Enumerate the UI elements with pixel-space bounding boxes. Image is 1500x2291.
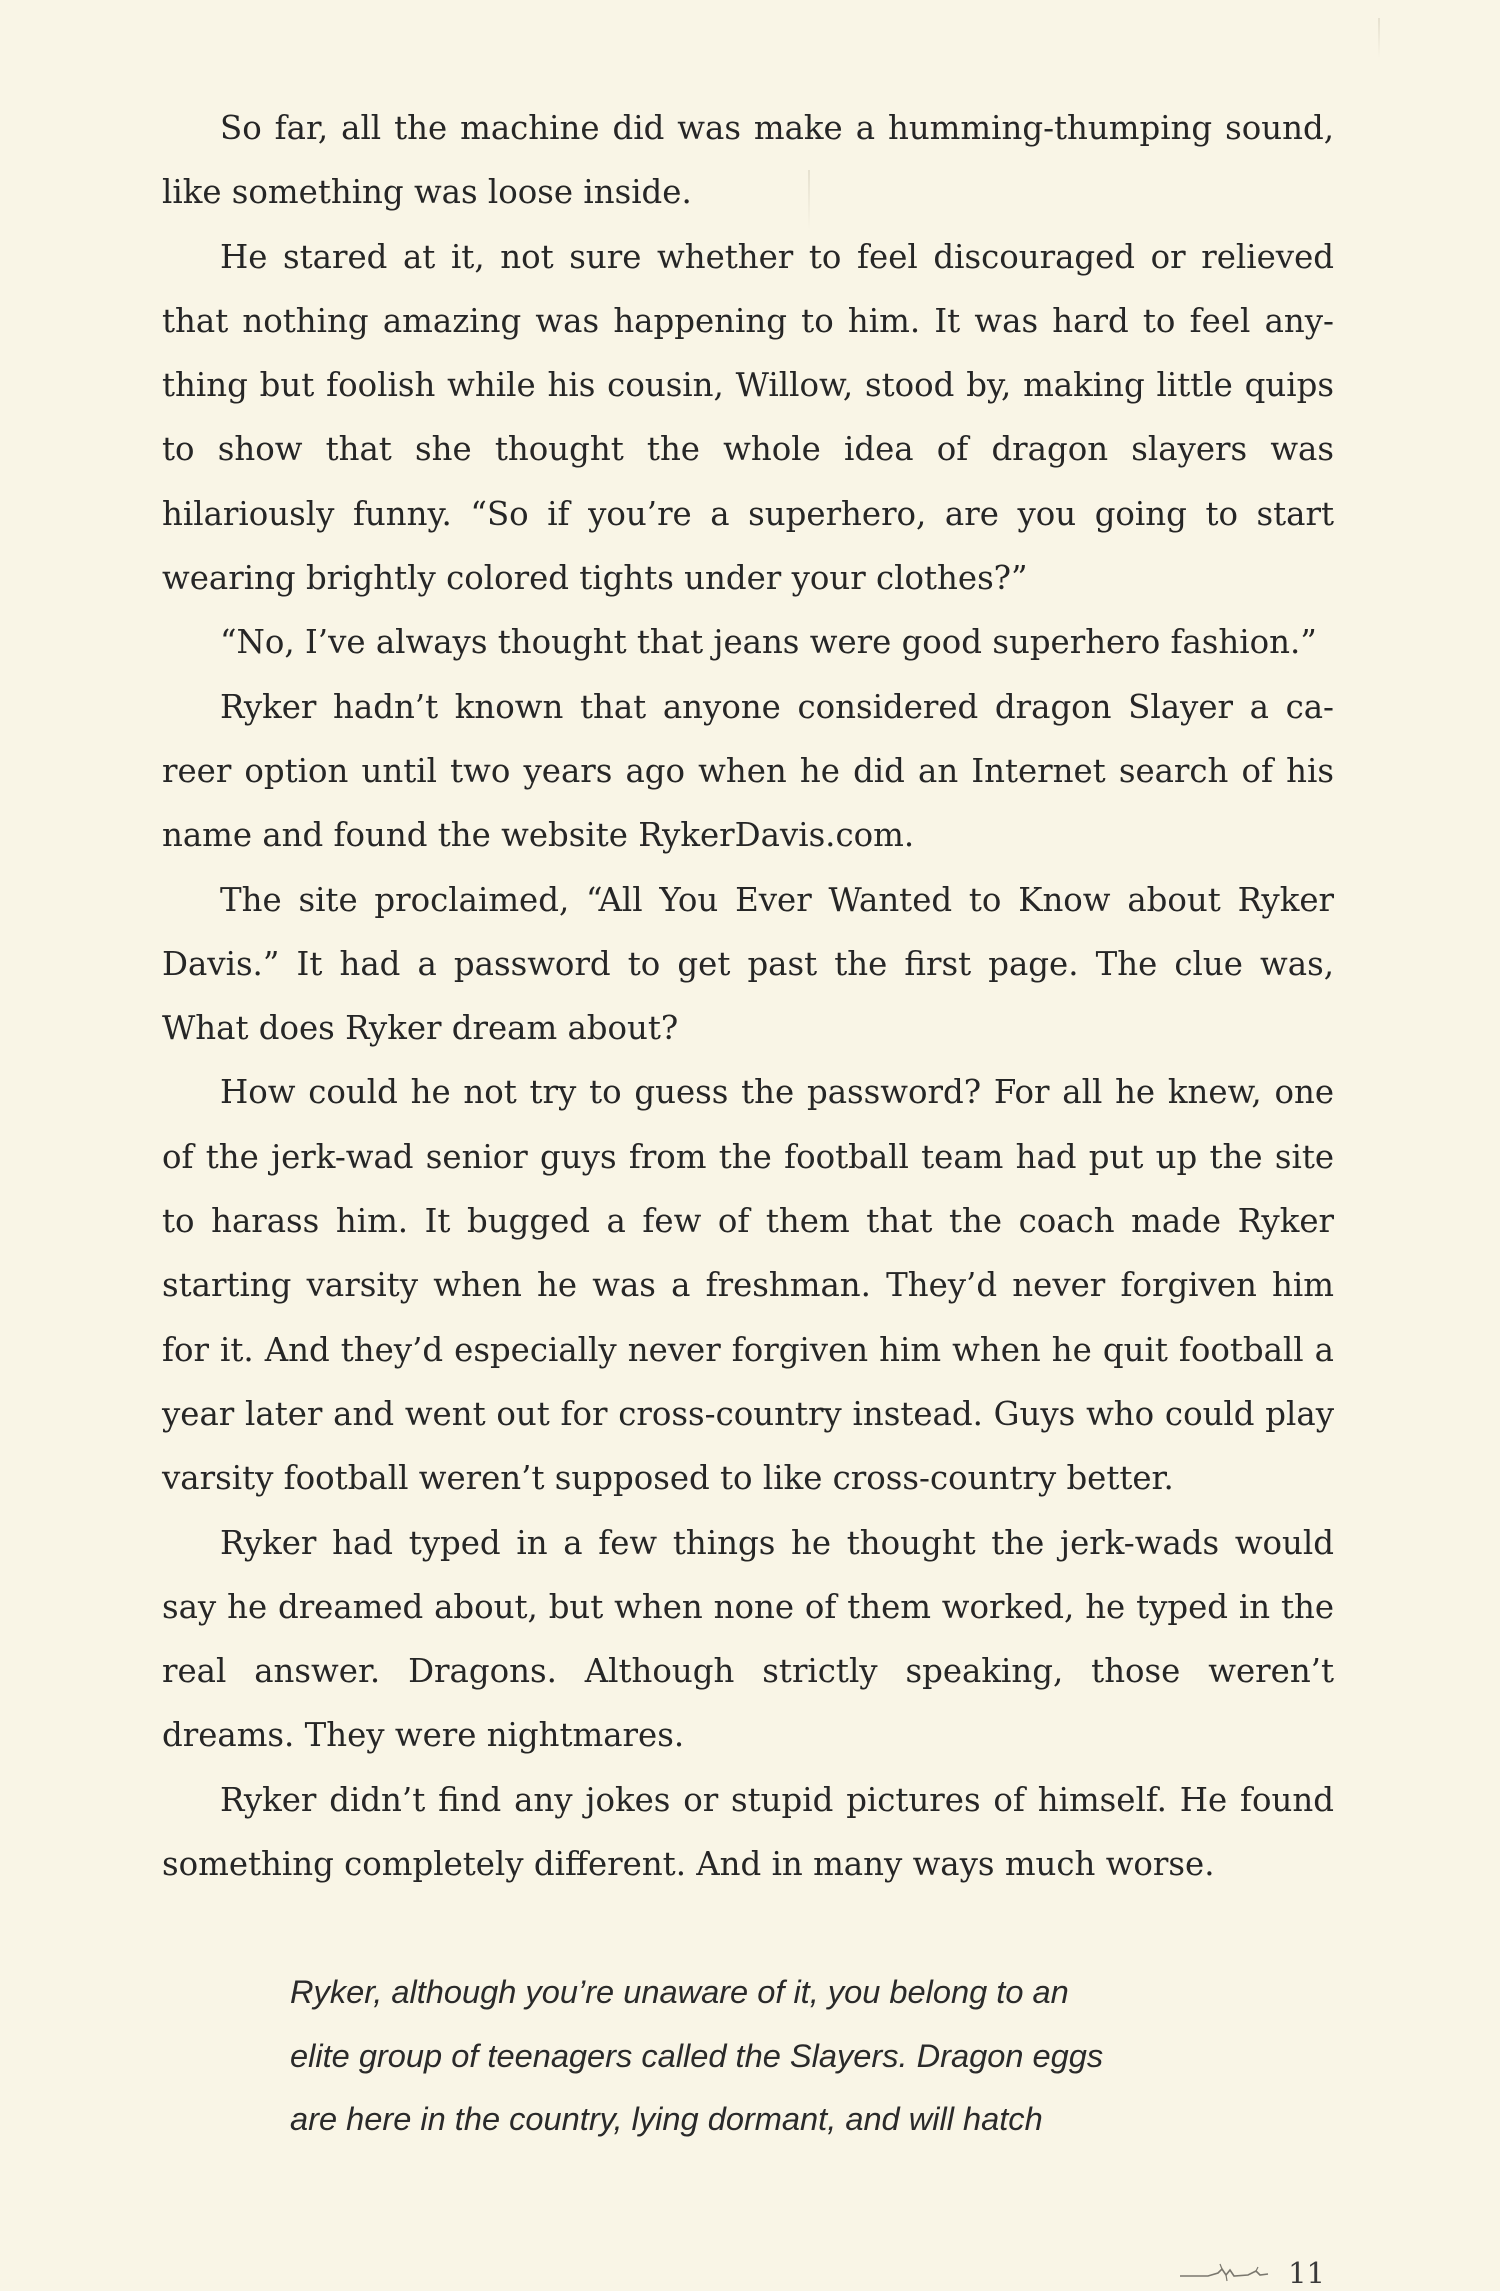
paragraph: The site proclaimed, “All You Ever Wanted to Know about Ryker Davis.” It had a password to get past the first page. The clue was, What does Ryker dream about? bbox=[162, 880, 1334, 1048]
paragraph: He stared at it, not sure whether to feel discouraged or relieved that nothing amazing was happening to him. It was hard to feel any-thing but foolish while his cousin, Willow, stood by, making little quips to show that she thought the whole idea of dragon slayers was hilariously funny. “So if you’re a superhero, are you going to start wearing brightly colored tights under your clothes?” bbox=[162, 237, 1334, 598]
quote-line: elite group of teenagers called the Slayers. Dragon eggs bbox=[290, 2036, 1104, 2074]
page-footer bbox=[1178, 2255, 1325, 2291]
paragraph: “No, I’ve always thought that jeans were good superhero fashion.” bbox=[220, 623, 1317, 662]
paragraph: So far, all the machine did was make a humming-thumping sound, like something was loose inside. bbox=[162, 109, 1334, 212]
paragraph: Ryker had typed in a few things he thought the jerk-wads would say he dreamed about, but when none of them worked, he typed in the real answer. Dragons. Although strictly speaking, those weren’t dreams. They were nightmares. bbox=[162, 1523, 1334, 1755]
page-number: 11 bbox=[1288, 2256, 1325, 2290]
dragon-ornament-icon bbox=[1178, 2261, 1270, 2285]
body-text bbox=[162, 96, 1334, 1896]
quote-line: are here in the country, lying dormant, and will hatch bbox=[290, 2100, 1043, 2137]
paragraph: How could he not try to guess the password? For all he knew, one of the jerk-wad senior guys from the football team had put up the site to harass him. It bugged a few of them that the coach made Ryker starting varsity when he was a freshman. They’d never forgiven him for it. And they’d especially never forgiven him when he quit football a year later and went out for cross-country instead. Guys who could play varsity football weren’t supposed to like cross-country better. bbox=[162, 1073, 1334, 1498]
quote-line: Ryker, although you’re unaware of it, you belong to an bbox=[290, 1973, 1069, 2010]
website-message-quote bbox=[290, 1960, 1210, 2151]
paragraph: Ryker didn’t find any jokes or stupid pictures of himself. He found something completely different. And in many ways much worse. bbox=[162, 1780, 1334, 1884]
page-crease bbox=[1378, 18, 1380, 58]
paragraph: Ryker hadn’t known that anyone considered dragon Slayer a ca-reer option until two years ago when he did an Internet search of his name and found the website RykerDavis.com. bbox=[162, 687, 1334, 855]
